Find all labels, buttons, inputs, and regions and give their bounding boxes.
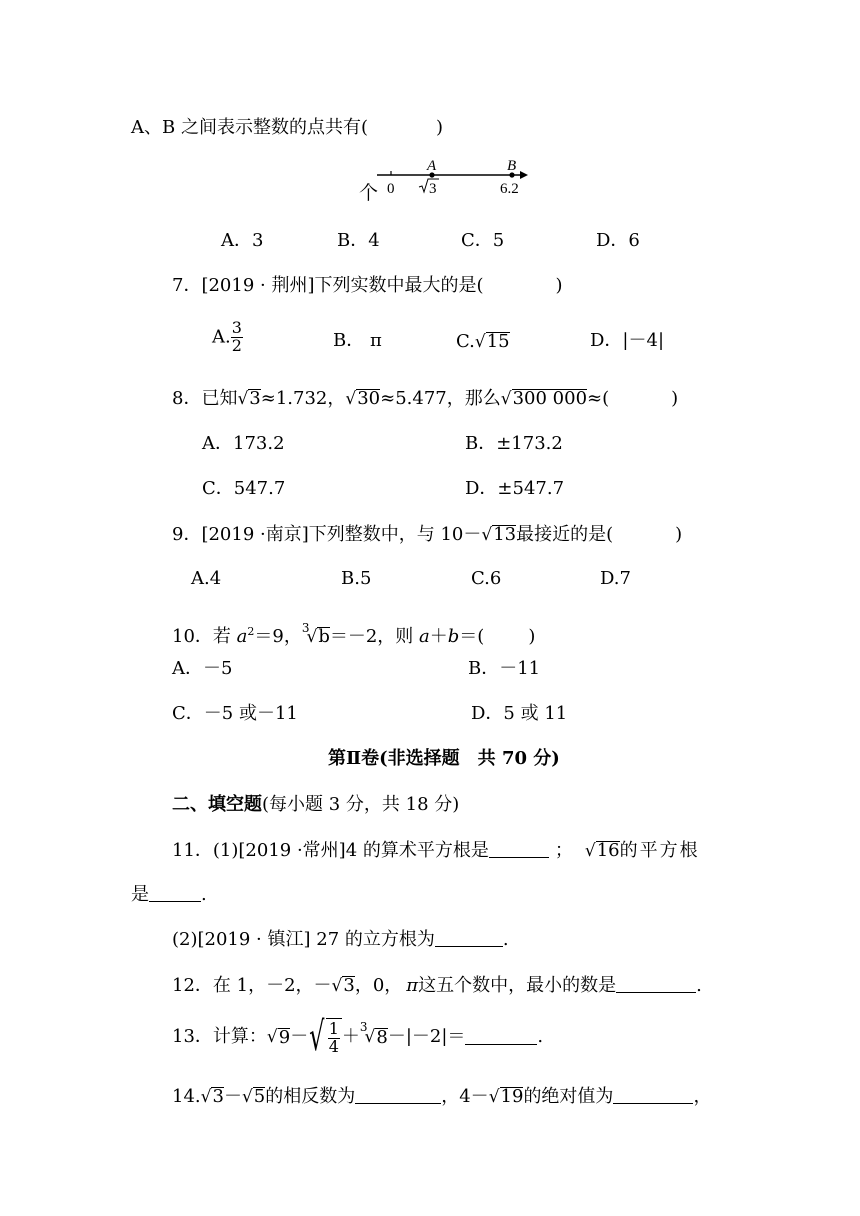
q8-paren-close: ) [671,388,679,409]
radicand: 3 [343,975,355,996]
q11-line1-c: 的平方根 [619,840,700,861]
q13-fraction [326,1018,342,1056]
answer-blank[interactable] [355,1089,441,1104]
q6-stem-text: A、B 之间表示整数的点共有( [131,117,368,138]
q11-line2-a: 是 [131,884,149,905]
fraction-num: 3 [231,318,242,337]
q10-exponent: 2 [247,625,255,638]
q12-a: 12．在 1，－2，－ [172,975,332,996]
radicand: 19 [500,1086,524,1107]
label-sqrt3: 3 [429,181,437,197]
q7-fraction [231,320,243,355]
q10-option-d: D．5 或 11 [471,703,568,724]
q14-a: 14. [172,1086,201,1107]
cube-root-index: 3 [301,621,310,635]
radical-sign: √ [345,389,357,409]
radical-sign: √ [584,841,596,861]
q8-option-b: B．±173.2 [465,433,563,454]
q11-line1 [172,841,700,860]
answer-blank[interactable] [613,1089,693,1104]
q8-option-a: A．173.2 [202,433,285,454]
label-a: A [427,158,437,174]
radicand: 15 [486,331,510,352]
q12-d: . [696,975,702,996]
number-line [355,155,535,205]
fraction-den: 4 [328,1037,339,1056]
number-line-svg [355,155,535,205]
radical-sign: √ [241,1087,253,1107]
fill-in-heading-rest: (每小题 3 分，共 18 分) [262,794,460,815]
q6-option-d: D．6 [596,230,640,251]
q6-option-c: C．5 [461,230,505,251]
q7-option-c [456,332,510,351]
radicand: 9 [278,1026,291,1048]
q13-minus: － [290,1026,309,1047]
fraction-den: 2 [231,335,242,355]
radical-sign: √ [364,1026,376,1047]
radicand: 13 [493,524,517,545]
q11-line3-a: (2)[2019 · 镇江] 27 的立方根为 [172,929,435,950]
q14-c: ，4－ [441,1086,489,1107]
q7-stem-text: 7．[2019 · 荆州]下列实数中最大的是( [172,275,484,296]
q6-stray-char: 个 [359,182,379,204]
q9-option-d: D.7 [600,568,631,589]
q8-option-c: C．547.7 [202,478,286,499]
fill-in-heading-bold: 二、填空题 [172,794,262,815]
fraction-num: 1 [328,1019,339,1039]
q10-plus: ＋ [429,626,448,647]
q7-paren-close: ) [555,275,563,296]
q14-minus: － [223,1086,242,1107]
q11-line2-b: . [201,884,207,905]
q8-approx-1: ≈1.732， [260,388,346,409]
radicand: 16 [596,840,620,861]
fill-in-heading [172,796,459,814]
radical-sign: √ [331,976,343,996]
q7-option-d: D．|－4| [590,330,665,351]
q7-option-b: B． π [333,330,382,351]
q10-stem [172,622,535,646]
q11-line3-b: . [502,929,509,950]
q10-p1: 10．若 [172,626,237,647]
q8-option-d: D．±547.7 [465,478,565,499]
q10-var-a2: a [419,626,430,647]
q10-option-b: B．－11 [468,658,541,679]
q14-line [172,1087,711,1106]
q8-approx-3: ≈( [587,388,610,409]
q12-pi: π [406,975,419,996]
radicand: 300 000 [512,388,588,409]
q9-option-a: A.4 [191,568,222,589]
radicand: 30 [357,388,381,409]
q6-paren-close: ) [435,117,444,138]
q13-c: . [537,1026,544,1047]
radicand: 8 [376,1026,388,1048]
q8-stem [172,389,678,408]
answer-blank[interactable] [465,1030,537,1045]
q10-option-c: C．－5 或－11 [172,703,298,724]
radicand: 3 [249,388,261,409]
label-62: 6.2 [500,181,519,197]
q8-approx-2: ≈5.477，那么 [380,388,501,409]
radical-sign: √ [200,1087,212,1107]
radical-sign: √ [500,389,512,409]
q11-line2 [131,886,207,904]
q7-option-a [212,320,243,355]
label-b: B [507,158,517,174]
radicand: 3 [212,1086,224,1107]
radical-sign: √ [237,389,249,409]
q10-p2: ＝9， [254,626,302,647]
q12-b: ，0， [354,975,403,996]
q9-suffix: 最接近的是( [516,524,614,545]
q7-option-a-label: A. [212,326,231,348]
q14-b: 的相反数为 [265,1086,356,1107]
q14-d: 的绝对值为 [523,1086,614,1107]
q6-option-b: B．4 [337,230,380,251]
q6-option-a: A．3 [221,230,264,251]
q13-line [172,1014,544,1060]
q11-line1-b: ； [554,840,573,861]
q7-option-c-label: C. [456,331,475,352]
q11-line3 [172,931,509,949]
answer-blank[interactable] [616,978,696,993]
q12-line [172,976,702,995]
radical-sign-large: √ [309,1014,325,1060]
radical-sign: √ [488,1087,500,1107]
q9-stem [172,525,682,544]
q6-stem [131,119,443,137]
q13-plus: ＋ [341,1026,360,1047]
q9-paren-close: ) [675,524,683,545]
q9-prefix: 9．[2019 ·南京]下列整数中，与 10－ [172,524,482,545]
radical-sign: √ [474,332,486,352]
radical-sign: √ [481,525,493,545]
radicand: b [318,626,330,647]
q8-prefix: 8．已知 [172,388,238,409]
q7-stem [172,277,563,295]
q13-b: －|－2|＝ [387,1026,466,1047]
answer-blank[interactable] [489,843,549,858]
cube-root-index: 3 [359,1020,368,1034]
q10-paren-close: ) [528,626,536,647]
section-title: 第Ⅱ卷(非选择题 共 70 分) [328,748,560,769]
radical-sign: √ [266,1026,278,1047]
radical-sign: √ [306,627,318,647]
q10-option-a: A．－5 [172,658,233,679]
radicand: 5 [253,1086,266,1107]
q13-a: 13．计算： [172,1026,267,1047]
q10-var-a: a [236,626,248,647]
label-zero: 0 [387,181,395,197]
q10-p3: ＝－2，则 [329,626,420,647]
number-line-arrow [520,171,528,179]
q10-p4: ＝( [459,626,485,647]
q12-c: 这五个数中，最小的数是 [418,975,617,996]
answer-blank[interactable] [149,887,201,902]
q14-e: ， [693,1086,712,1107]
q10-var-b: b [447,626,460,647]
q9-option-c: C.6 [471,568,502,589]
q9-option-b: B.5 [341,568,372,589]
answer-blank[interactable] [435,932,503,947]
q11-line1-a: 11．(1)[2019 ·常州]4 的算术平方根是 [172,840,489,861]
